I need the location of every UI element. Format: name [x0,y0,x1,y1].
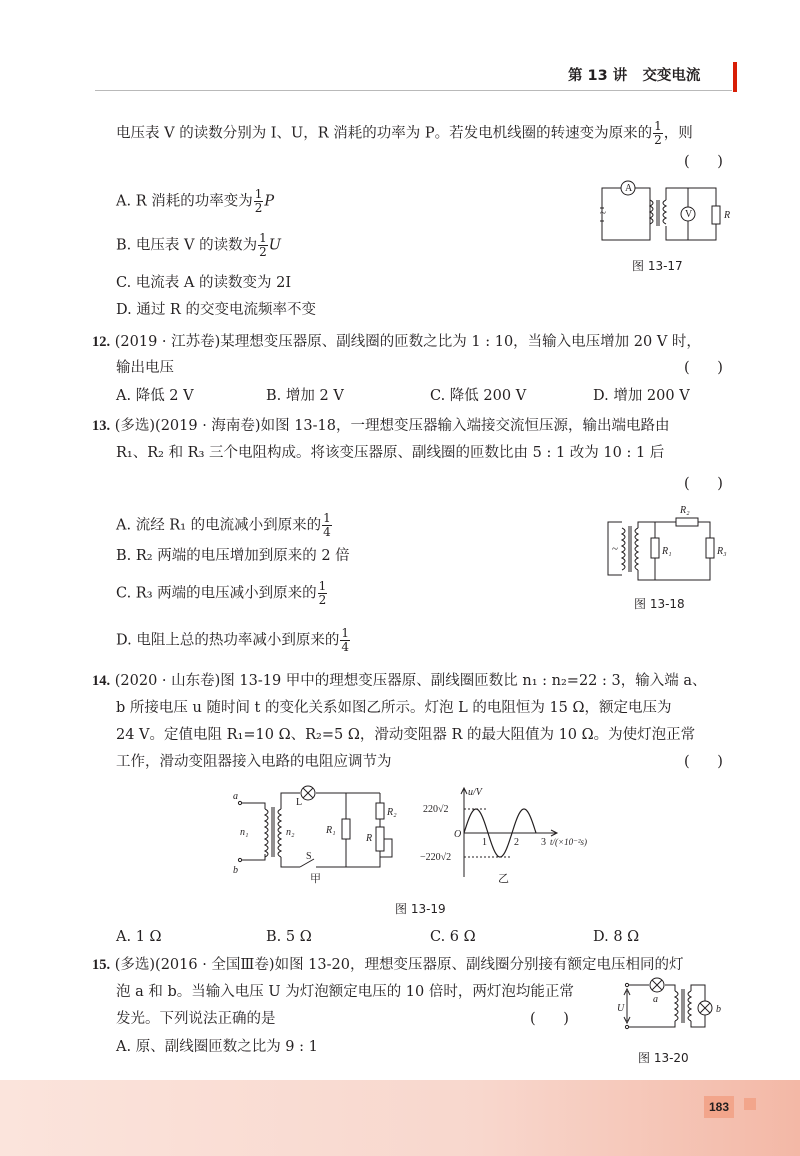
header-rule [95,90,732,91]
figure-13-18-circuit [600,500,740,585]
r2-label: R₂ [680,505,690,516]
option-text: D. 电阻上总的热功率减小到原来的 [116,632,340,649]
x-tick-3: 3 [541,837,546,848]
q13-line1 [92,416,670,436]
answer-paren: ( ) [684,360,723,376]
answer-paren: ( ) [530,1011,569,1027]
q11-option-c: C. 电流表 A 的读数变为 2I [116,275,292,291]
frac-den: 4 [323,525,331,539]
r3-label: R₃ [717,546,727,557]
frac-num: 1 [254,187,263,201]
lamp-label: L [296,797,303,808]
lamp-b-label: b [716,1004,721,1015]
q12-option-c: C. 降低 200 V [430,388,527,404]
lamp-a-label: a [653,994,658,1005]
question-text: (2020 · 山东卷)图 13-19 甲中的理想变压器原、副线圈匝数比 n₁ : n₂=22 : 3，输入端 a、 [114,673,707,689]
question-text: (多选)(2019 · 海南卷)如图 13-18，一理想变压器输入端接交流恒压源，输出端电路由 [114,418,670,434]
frac-num: 1 [323,511,331,525]
question-number: 13. [92,418,111,434]
terminal-b-label: b [233,865,238,876]
frac-den: 2 [654,133,662,147]
figure-13-19-circuit [230,785,410,885]
figure-caption: 图 13-19 [395,902,446,916]
running-header [568,66,700,86]
terminal-a-label: a [233,791,238,802]
frac-num: 1 [318,579,327,593]
figure-caption: 图 13-20 [638,1051,689,1065]
frac-num: 1 [654,119,662,133]
q14-option-c: C. 6 Ω [430,929,476,945]
q13-option-a [116,512,333,539]
answer-paren: ( ) [684,476,723,492]
q11-option-b [116,232,281,259]
q13-option-d [116,627,351,654]
q12-option-b: B. 增加 2 V [266,388,344,404]
q15-line1 [92,955,683,975]
svg-text:~: ~ [600,207,606,219]
q11-intro-text: 电压表 V 的读数分别为 I、U，R 消耗的功率为 P。若发电机线圈的转速变为原来的 [116,125,653,142]
voltage-label: U [617,1003,625,1014]
q14-option-d: D. 8 Ω [593,929,640,945]
y-axis-label: u/V [468,787,482,798]
origin-label: O [454,829,462,840]
y-max-label: 220√2 [423,804,449,815]
q11-intro-end: ，则 [663,125,693,142]
figure-caption: 图 13-17 [632,259,683,273]
resistor-label: R [724,210,731,221]
option-var: P [264,193,275,210]
q12-option-d: D. 增加 200 V [593,388,690,404]
answer-paren: ( ) [684,754,723,770]
q13-option-b: B. R₂ 两端的电压增加到原来的 2 倍 [116,548,350,564]
y-min-label: −220√2 [420,852,452,863]
q12-line2: 输出电压 [116,360,174,376]
fraction [318,580,328,607]
page-number-decoration [744,1098,756,1110]
q14-line3: 24 V。定值电阻 R₁=10 Ω、R₂=5 Ω，滑动变阻器 R 的最大阻值为 10 Ω。为使灯泡正常 [116,727,696,743]
q11-option-d: D. 通过 R 的交变电流频率不变 [116,302,316,318]
option-var: U [268,237,281,254]
fraction [340,627,350,654]
frac-den: 4 [341,640,349,654]
r2-label: R₂ [387,807,397,818]
q11-intro [116,120,693,147]
fraction [258,232,268,259]
frac-den: 2 [318,593,327,607]
frac-num: 1 [341,626,349,640]
r1-label: R₁ [326,825,336,836]
option-text: C. R₃ 两端的电压减小到原来的 [116,585,317,602]
q12-line1 [92,332,701,352]
fraction [653,120,663,147]
svg-text:~: ~ [612,543,618,555]
q13-line2: R₁、R₂ 和 R₃ 三个电阻构成。将该变压器原、副线圈的匝数比由 5 : 1 改为 10 : 1 后 [116,445,665,461]
x-tick-2: 2 [514,837,519,848]
ammeter-label: A [625,183,633,194]
frac-den: 2 [259,245,267,259]
frac-num: 1 [259,231,267,245]
frac-den: 2 [254,201,263,215]
n2-label: n₂ [286,827,295,838]
subfig-a-label: 甲 [310,873,321,885]
figure-caption: 图 13-18 [634,597,685,611]
q15-line2: 泡 a 和 b。当输入电压 U 为灯泡额定电压的 10 倍时，两灯泡均能正常 [116,984,574,1000]
voltmeter-label: V [685,209,693,220]
lecture-number: 第 13 讲 [568,68,628,84]
footer-band [0,1080,800,1156]
q11-option-a [116,188,274,215]
subfig-b-label: 乙 [498,873,509,885]
option-text: A. 流经 R₁ 的电流减小到原来的 [116,517,322,534]
answer-paren: ( ) [684,154,723,170]
figure-13-19-graph [420,785,620,885]
r-label: R [366,833,373,844]
x-tick-1: 1 [482,837,487,848]
x-axis-label: t/(×10⁻²s) [550,837,588,847]
fraction [322,512,332,539]
figure-13-20-circuit [615,975,745,1040]
question-number: 12. [92,334,111,350]
header-accent-bar [733,62,737,92]
figure-13-17-circuit [590,178,740,248]
option-text: A. R 消耗的功率变为 [116,193,253,210]
r1-label: R₁ [662,546,672,557]
fraction [254,188,264,215]
q14-option-b: B. 5 Ω [266,929,312,945]
n1-label: n₁ [240,827,249,838]
q12-option-a: A. 降低 2 V [116,388,194,404]
q14-line2: b 所接电压 u 随时间 t 的变化关系如图乙所示。灯泡 L 的电阻恒为 15 Ω，额定电压为 [116,700,672,716]
q14-option-a: A. 1 Ω [116,929,162,945]
q14-line4: 工作，滑动变阻器接入电路的电阻应调节为 [116,754,392,770]
question-number: 15. [92,957,111,973]
q15-option-a: A. 原、副线圈匝数之比为 9 : 1 [116,1039,318,1055]
switch-label: S [306,851,312,862]
question-number: 14. [92,673,111,689]
q13-option-c [116,580,328,607]
q15-line3: 发光。下列说法正确的是 [116,1011,276,1027]
q14-line1 [92,671,707,691]
lecture-title: 交变电流 [642,68,701,84]
page-number: 183 [704,1096,734,1118]
question-text: (2019 · 江苏卷)某理想变压器原、副线圈的匝数之比为 1 : 10，当输入电压增加 20 V 时， [114,334,701,350]
question-text: (多选)(2016 · 全国Ⅲ卷)如图 13-20，理想变压器原、副线圈分别接有额定电压相同的灯 [114,957,684,973]
option-text: B. 电压表 V 的读数为 [116,237,258,254]
